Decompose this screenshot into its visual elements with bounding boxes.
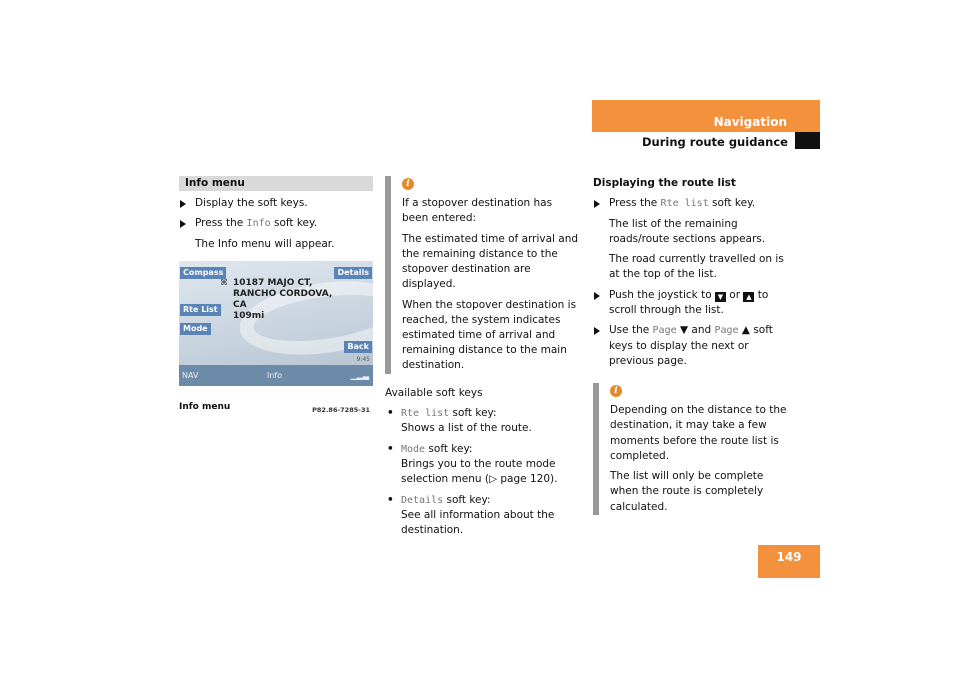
screen-mode-button: Mode <box>180 323 211 335</box>
note-bar <box>593 383 599 515</box>
softkey-label: Rte list <box>660 198 709 210</box>
joystick-up-icon: ▲ <box>743 292 754 302</box>
note-bar <box>385 176 391 374</box>
signal-icon: ▁▂▃ <box>350 370 369 380</box>
step-arrow-icon <box>180 220 186 228</box>
softkey-label: Page <box>714 325 739 337</box>
softkey-label: Rte list <box>401 407 450 419</box>
header-subtitle: During route guidance <box>642 135 788 149</box>
route-list-heading: Displaying the route list <box>593 177 736 189</box>
info-menu-screenshot <box>179 261 373 386</box>
screen-status-bar <box>179 365 373 386</box>
column-info-menu <box>179 176 373 414</box>
figure-caption: Info menu <box>179 401 231 412</box>
screen-time: 9:45 <box>356 355 370 363</box>
page-down-icon: ▼ <box>676 324 689 337</box>
step-arrow-icon <box>180 200 186 208</box>
step-result: The road currently travelled on is at the top of the list. <box>609 253 784 281</box>
info-note-route-list: i Depending on the distance to the destination, it may take a few moments before the route list is completed. The list will only be complete when the route is completely calculated. <box>593 383 789 515</box>
screen-compass-button: Compass <box>180 267 226 279</box>
step-arrow-icon <box>594 200 600 208</box>
step-page-keys: Use the Page ▼ and Page ▲ soft keys to display the next or previous page. <box>593 323 789 369</box>
destination-flag-icon: ⌘ <box>220 277 228 287</box>
softkey-label: Info <box>246 218 271 230</box>
column-softkeys <box>385 176 581 538</box>
softkey-label: Details <box>401 494 444 506</box>
list-item: • Details soft key: See all information about the destination. <box>387 493 555 537</box>
page-number: 149 <box>776 550 802 564</box>
available-softkeys-label: Available soft keys <box>385 386 483 399</box>
list-item: • Mode soft key: Brings you to the route mode selection menu (▷ page 120). <box>387 442 558 486</box>
section-title: Info menu <box>179 176 373 191</box>
step-result: The list of the remaining roads/route sections appears. <box>609 217 766 245</box>
softkey-list <box>385 406 581 539</box>
screen-rte-list-button: Rte List <box>180 304 221 316</box>
step-joystick: Push the joystick to ▼ or ▲ to scroll through the list. <box>593 288 789 318</box>
step-press-rte-list: Press the Rte list soft key. <box>593 196 789 212</box>
screen-back-button: Back <box>344 341 372 353</box>
info-icon: i <box>610 385 622 397</box>
info-note-stopover: i If a stopover destination has been entered: The estimated time of arrival and the remaining distance to the stopover destination are displayed. When the stopover destination is reached, the system indicates estimated time of arrival and remaining distance to the main destination. <box>385 176 581 374</box>
list-item: • Rte list soft key: Shows a list of the route. <box>387 406 532 435</box>
page-number-box <box>758 545 820 578</box>
joystick-down-icon: ▼ <box>715 292 726 302</box>
step-arrow-icon <box>594 327 600 335</box>
screen-info-label: Info <box>267 370 283 380</box>
step-arrow-icon <box>594 292 600 300</box>
screen-nav-label: NAV <box>182 370 199 380</box>
screen-address: 10187 MAJO CT, RANCHO CORDOVA, CA 109mi <box>233 277 333 321</box>
header-band <box>592 100 820 132</box>
softkey-label: Mode <box>401 443 426 455</box>
figure-code: P82.86-7285-31 <box>312 405 370 414</box>
page-up-icon: ▲ <box>738 324 750 337</box>
softkey-label: Page <box>652 325 677 337</box>
step-press-info: Press the Info soft key. <box>179 216 373 232</box>
step-result: The Info menu will appear. <box>195 237 335 250</box>
screen-details-button: Details <box>334 267 372 279</box>
page-reference-link[interactable]: page 120 <box>500 473 550 486</box>
column-route-list <box>593 176 789 515</box>
step-display-softkeys: Display the soft keys. <box>179 196 373 211</box>
header-title: Navigation <box>713 115 787 129</box>
page-ref-arrow-icon: ▷ <box>488 473 501 486</box>
info-icon: i <box>402 178 414 190</box>
header-marker <box>795 132 820 149</box>
